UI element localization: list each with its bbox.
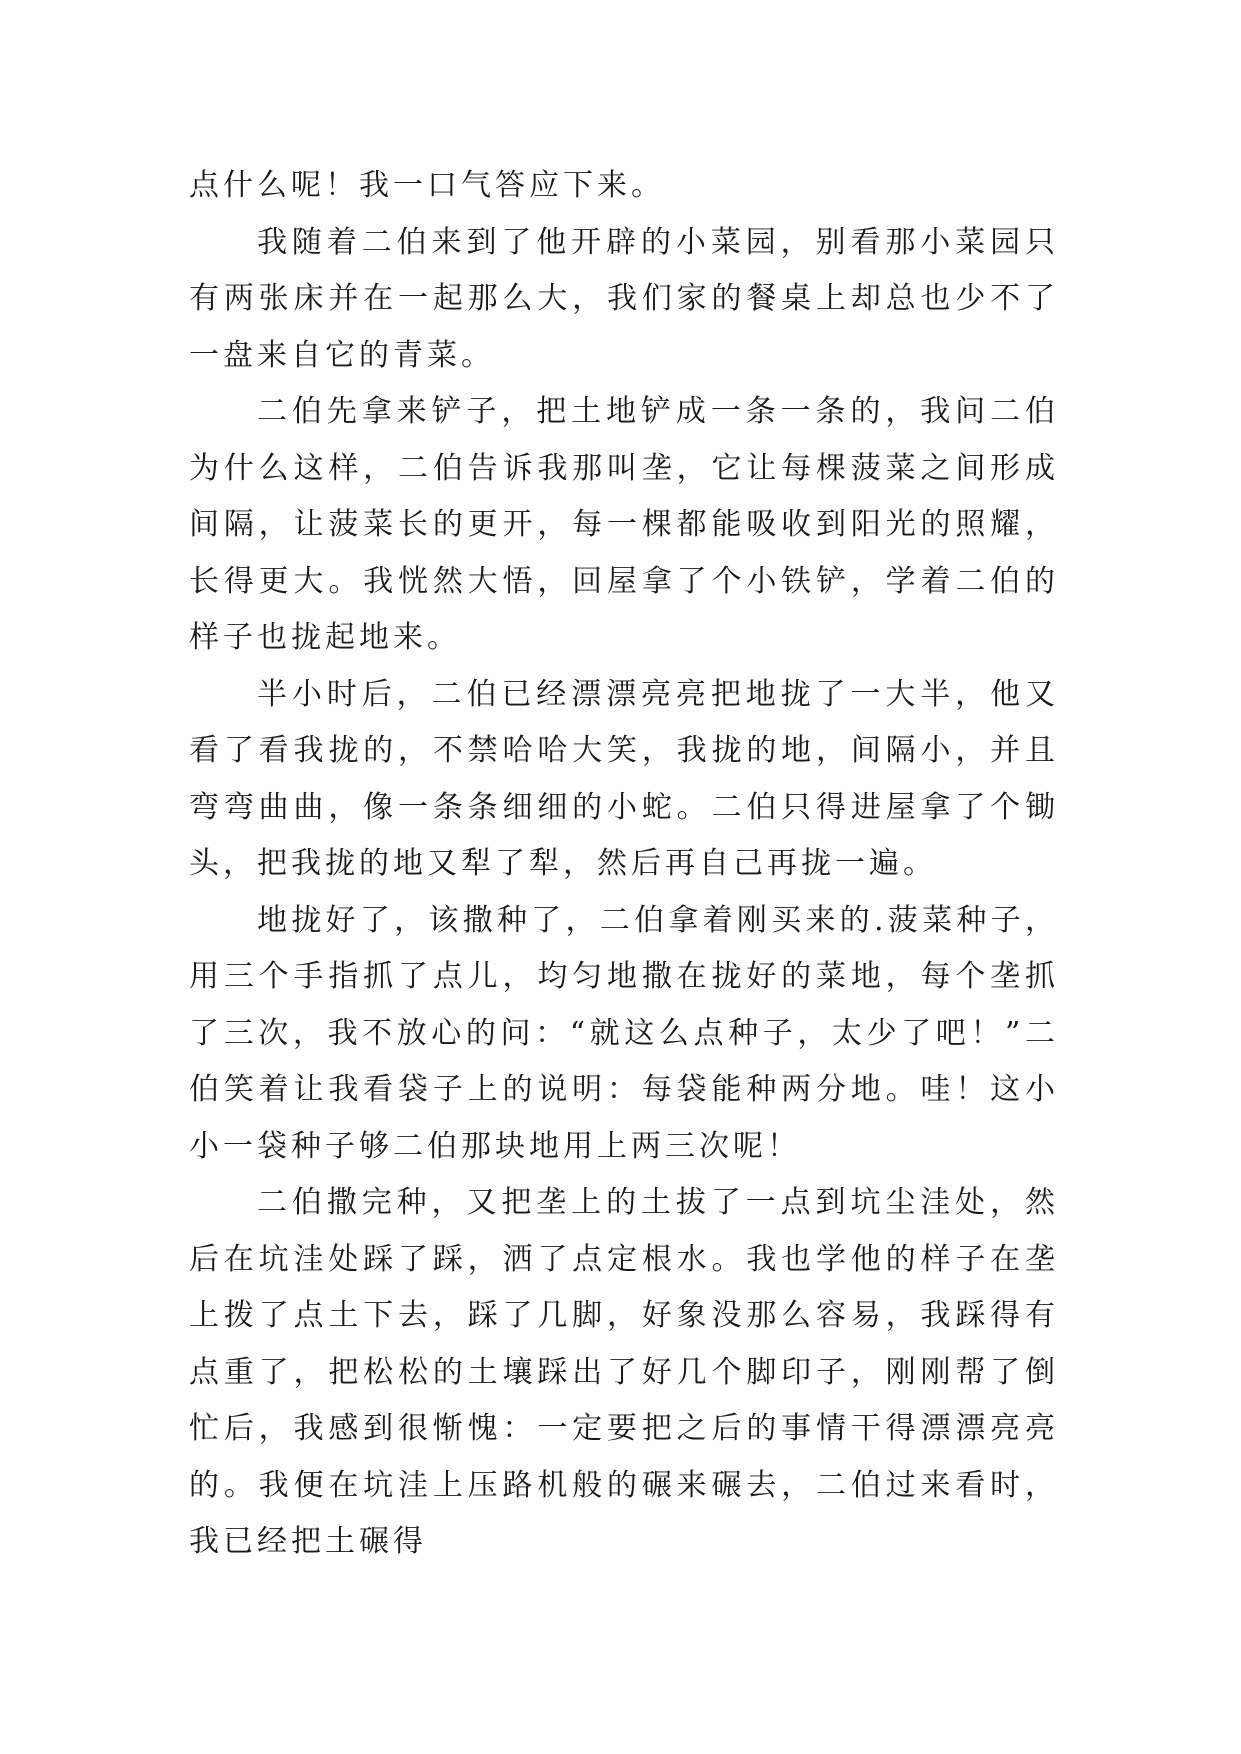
paragraph-1: 点什么呢！我一口气答应下来。 xyxy=(189,168,665,203)
paragraph-6: 二伯撒完种，又把垄上的土拔了一点到坑尘洼处，然后在坑洼处踩了踩，洒了点定根水。我也学他的样子在垄上拨了点土下去，踩了几脚，好象没那么容易，我踩得有点重了，把松松的土壤踩出了好几个脚印子，刚刚帮了倒忙后，我感到很惭愧：一定要把之后的事情干得漂漂亮亮的。我便在坑洼上压路机般的碾来碾去，二伯过来看时，我已经把土碾得 xyxy=(189,1185,1059,1559)
paragraph-5: 地拢好了，该撒种了，二伯拿着刚买来的.菠菜种子，用三个手指抓了点儿，均匀地撒在拢好的菜地，每个垄抓了三次，我不放心的问：“就这么点种子，太少了吧！”二伯笑着让我看袋子上的说明：每袋能种两分地。哇！这小小一袋种子够二伯那块地用上两三次呢！ xyxy=(189,902,1059,1164)
paragraph-3: 二伯先拿来铲子，把土地铲成一条一条的，我问二伯为什么这样，二伯告诉我那叫垄，它让每棵菠菜之间形成间隔，让菠菜长的更开，每一棵都能吸收到阳光的照耀，长得更大。我恍然大悟，回屋拿了个小铁铲，学着二伯的样子也拢起地来。 xyxy=(189,394,1059,655)
paragraph-2: 我随着二伯来到了他开辟的小菜园，别看那小菜园只有两张床并在一起那么大，我们家的餐桌上却总也少不了一盘来自它的青菜。 xyxy=(189,224,1059,373)
paragraph-4: 半小时后，二伯已经漂漂亮亮把地拢了一大半，他又看了看我拢的，不禁哈哈大笑，我拢的地，间隔小，并且弯弯曲曲，像一条条细细的小蛇。二伯只得进屋拿了个锄头，把我拢的地又犁了犁，然后再自己再拢一遍。 xyxy=(189,676,1059,881)
document-body xyxy=(189,158,1059,1571)
